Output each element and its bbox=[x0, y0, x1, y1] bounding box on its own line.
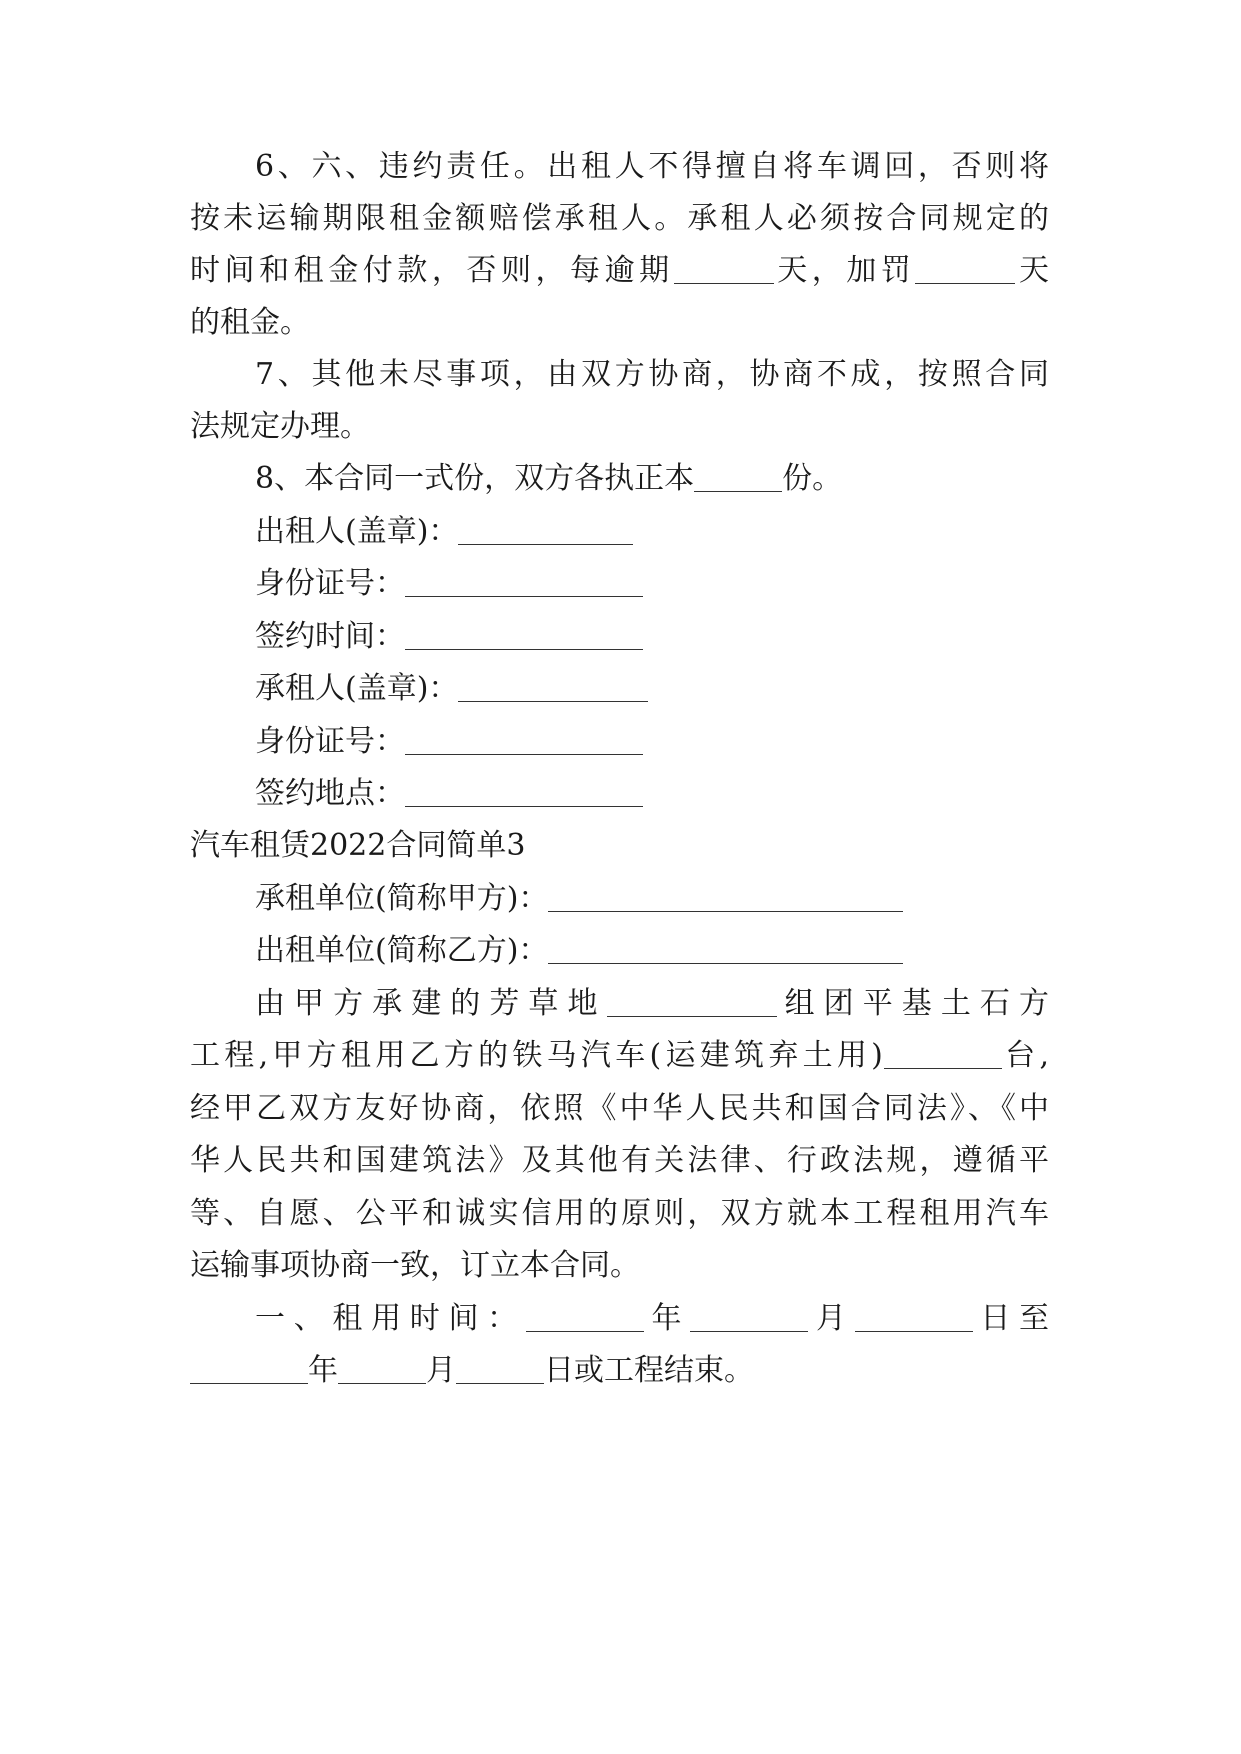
intro-line6: 运输事项协商一致，订立本合同。 bbox=[190, 1248, 640, 1283]
lessor-unit-label: 出租单位(简称乙方)： bbox=[255, 933, 549, 968]
clause8-line bbox=[255, 457, 1050, 501]
intro-text-d: 台, bbox=[1001, 1038, 1050, 1073]
intro-line4: 华人民共和国建筑法》及其他有关法律、行政法规，遵循平 bbox=[190, 1143, 1050, 1178]
lessor-unit-line bbox=[255, 929, 1050, 973]
clause6-text-b: 天，加罚 bbox=[773, 253, 916, 288]
intro-line2 bbox=[190, 1034, 1050, 1078]
clause6-text-a: 时间和租金付款，否则，每逾期 bbox=[190, 253, 674, 288]
lessee-seal-blank bbox=[458, 671, 648, 702]
rental-period-line1 bbox=[255, 1297, 1050, 1341]
sign-time-label: 签约时间： bbox=[255, 619, 405, 654]
intro-text-b: 组团平基土石方 bbox=[776, 986, 1050, 1021]
project-name-blank bbox=[607, 986, 777, 1017]
id-no-label-2: 身份证号： bbox=[255, 724, 405, 759]
intro-line3: 经甲乙双方友好协商，依照《中华人民共和国合同法》、《中 bbox=[190, 1091, 1050, 1126]
lessor-seal-label: 出租人(盖章)： bbox=[255, 514, 459, 549]
sign-time-line bbox=[255, 615, 1050, 659]
id-no-line-2 bbox=[255, 720, 1050, 764]
lessor-seal-line bbox=[255, 510, 1050, 554]
id-no-label-1: 身份证号： bbox=[255, 566, 405, 601]
clause6-line2: 按未运输期限租金额赔偿承租人。承租人必须按合同规定的 bbox=[190, 201, 1050, 236]
lessor-unit-blank bbox=[548, 933, 903, 964]
start-year-blank bbox=[526, 1301, 644, 1332]
lessee-seal-label: 承租人(盖章)： bbox=[255, 671, 459, 706]
contract3-title: 汽车租赁2022合同简单3 bbox=[190, 828, 526, 863]
rental-period-line2 bbox=[190, 1349, 1050, 1393]
lessor-seal-blank bbox=[458, 514, 633, 545]
penalty-days-blank bbox=[915, 253, 1015, 284]
clause7-line2: 法规定办理。 bbox=[190, 409, 370, 444]
year-label-1: 年 bbox=[643, 1301, 691, 1336]
rental-period-label: 一、租用时间： bbox=[255, 1301, 526, 1336]
copies-blank bbox=[694, 461, 782, 492]
lessee-unit-blank bbox=[548, 881, 903, 912]
start-month-blank bbox=[690, 1301, 808, 1332]
end-label: 日或工程结束。 bbox=[544, 1353, 754, 1388]
id-no-blank-2 bbox=[405, 724, 643, 755]
id-no-line-1 bbox=[255, 562, 1050, 606]
truck-count-blank bbox=[884, 1038, 1002, 1069]
clause8-text-b: 份。 bbox=[782, 461, 843, 496]
sign-time-blank bbox=[405, 619, 643, 650]
intro-line1 bbox=[255, 982, 1050, 1026]
lessee-unit-line bbox=[255, 877, 1050, 921]
end-month-blank bbox=[338, 1353, 426, 1384]
end-year-blank bbox=[190, 1353, 308, 1384]
intro-text-c: 工程,甲方租用乙方的铁马汽车(运建筑弃土用) bbox=[190, 1038, 884, 1073]
clause7-line1: 7、其他未尽事项，由双方协商，协商不成，按照合同 bbox=[255, 357, 1050, 392]
overdue-days-blank bbox=[674, 253, 774, 284]
lessee-seal-line bbox=[255, 667, 1050, 711]
clause6-line3 bbox=[190, 249, 1050, 293]
clause6-text-c: 天 bbox=[1015, 253, 1051, 288]
id-no-blank-1 bbox=[405, 566, 643, 597]
month-label-2: 月 bbox=[426, 1353, 456, 1388]
lessee-unit-label: 承租单位(简称甲方)： bbox=[255, 881, 549, 916]
intro-line5: 等、自愿、公平和诚实信用的原则，双方就本工程租用汽车 bbox=[190, 1196, 1050, 1231]
end-day-blank bbox=[456, 1353, 544, 1384]
start-day-blank bbox=[855, 1301, 973, 1332]
year-label-2: 年 bbox=[308, 1353, 338, 1388]
day-to-label: 日至 bbox=[972, 1301, 1051, 1336]
sign-place-line bbox=[255, 772, 1050, 816]
clause6-line4: 的租金。 bbox=[190, 305, 310, 340]
clause6-line1: 6、六、违约责任。出租人不得擅自将车调回，否则将 bbox=[255, 149, 1050, 184]
sign-place-label: 签约地点： bbox=[255, 776, 405, 811]
intro-text-a: 由甲方承建的芳草地 bbox=[255, 986, 607, 1021]
sign-place-blank bbox=[405, 776, 643, 807]
month-label-1: 月 bbox=[808, 1301, 855, 1336]
clause8-text-a: 8、本合同一式份，双方各执正本 bbox=[255, 461, 695, 496]
